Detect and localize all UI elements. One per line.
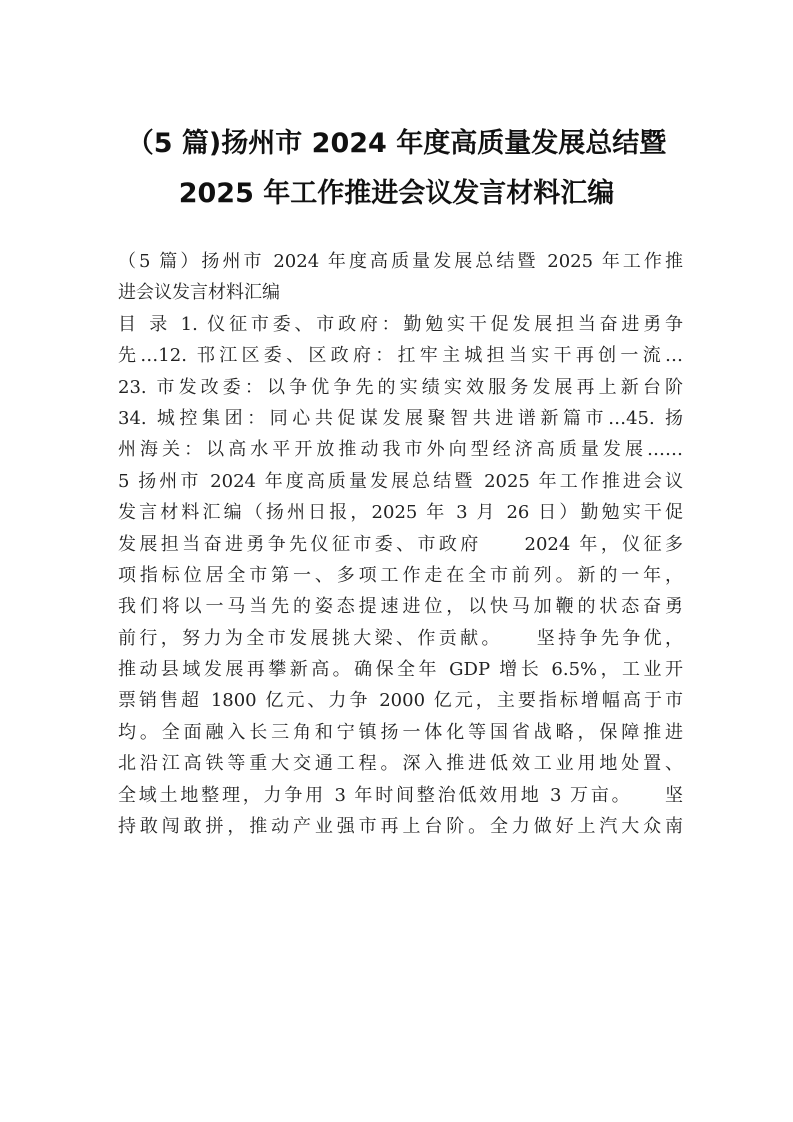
body-line: 项指标位居全市第一、多项工作走在全市前列。新的一年， — [118, 564, 683, 586]
document-body — [118, 246, 683, 842]
body-line: 北沿江高铁等重大交通工程。深入推进低效工业用地处置、 — [118, 753, 683, 775]
document-title-line-1: （5 篇)扬州市 2024 年度高质量发展总结暨 — [126, 128, 667, 159]
body-line: 均。全面融入长三角和宁镇扬一体化等国省战略，保障推进 — [118, 721, 683, 743]
body-line: 全域土地整理，力争用 3 年时间整治低效用地 3 万亩。 坚 — [118, 784, 683, 806]
body-line: 前行，努力为全市发展挑大梁、作贡献。 坚持争先争优， — [118, 627, 683, 649]
body-line: 34. 城控集团：同心共促谋发展聚智共进谱新篇市…45. 扬 — [118, 407, 683, 429]
body-line: 先…12. 邗江区委、区政府：扛牢主城担当实干再创一流… — [118, 345, 683, 367]
body-line: 推动县域发展再攀新高。确保全年 GDP 增长 6.5%，工业开 — [118, 659, 683, 681]
body-line: 发展担当奋进勇争先仪征市委、市政府 2024 年，仪征多 — [118, 533, 683, 555]
body-line: 票销售超 1800 亿元、力争 2000 亿元，主要指标增幅高于市 — [118, 690, 683, 712]
body-line: 进会议发言材料汇编 — [118, 282, 280, 304]
body-line: 州海关：以高水平开放推动我市外向型经济高质量发展…… — [118, 439, 683, 461]
body-line: 5 扬州市 2024 年度高质量发展总结暨 2025 年工作推进会议 — [118, 470, 683, 492]
body-line: 目 录 1. 仪征市委、市政府：勤勉实干促发展担当奋进勇争 — [118, 313, 683, 335]
body-line: 发言材料汇编（扬州日报，2025 年 3 月 26 日）勤勉实干促 — [118, 502, 683, 524]
body-line: （5 篇）扬州市 2024 年度高质量发展总结暨 2025 年工作推 — [118, 251, 683, 272]
body-line: 持敢闯敢拼，推动产业强市再上台阶。全力做好上汽大众南 — [118, 816, 683, 838]
document-title-line-2: 2025 年工作推进会议发言材料汇编 — [178, 178, 615, 209]
body-line: 我们将以一马当先的姿态提速进位，以快马加鞭的状态奋勇 — [118, 596, 683, 618]
body-line: 23. 市发改委：以争优争先的实绩实效服务发展再上新台阶 — [118, 376, 683, 398]
